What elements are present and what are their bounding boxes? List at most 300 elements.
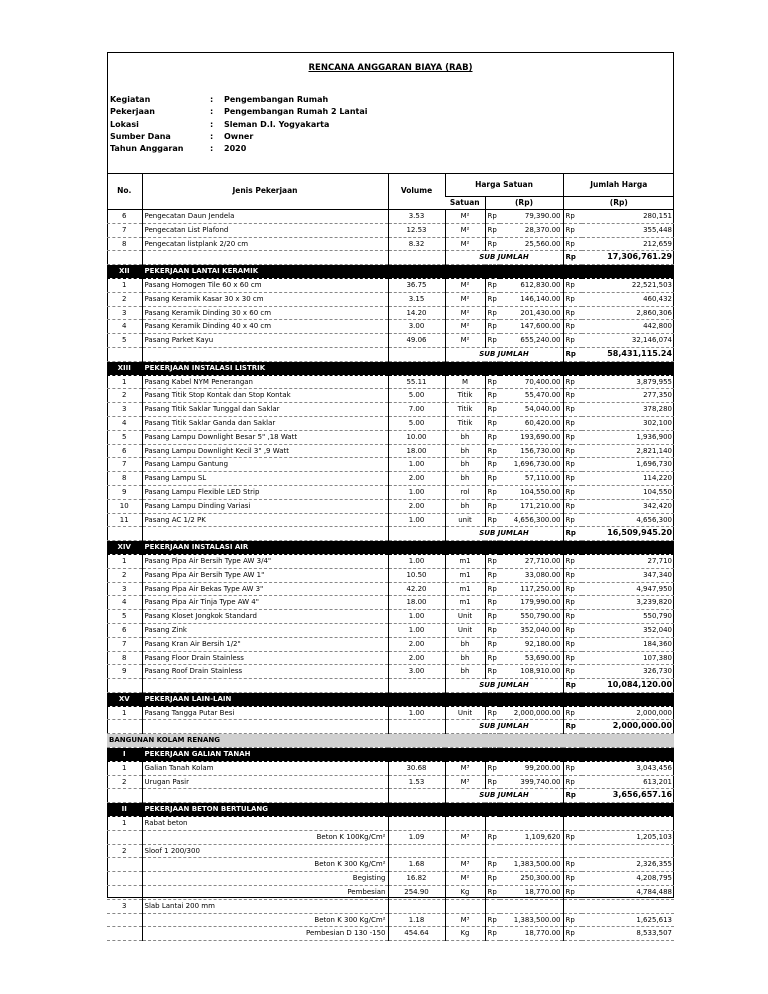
sub-jumlah-total: 16,509,945.20 (582, 527, 674, 541)
row-no (107, 858, 142, 872)
row-satuan: Kg (445, 927, 485, 941)
sub-currency: Rp (563, 789, 582, 803)
table-row (107, 830, 674, 844)
row-currency-unit: Rp (485, 761, 500, 775)
sub-empty (107, 251, 142, 265)
row-no: 3 (107, 306, 142, 320)
row-currency-total: Rp (563, 403, 582, 417)
row-harga-satuan: 1,383,500.00 (500, 913, 563, 927)
row-currency-total: Rp (563, 513, 582, 527)
row-jenis-pekerjaan: Pasang Pipa Air Tinja Type AW 4" (142, 596, 388, 610)
row-harga-satuan: 18,770.00 (500, 927, 563, 941)
row-currency-total: Rp (563, 485, 582, 499)
row-satuan: Unit (445, 623, 485, 637)
table-row (107, 513, 674, 527)
row-harga-satuan: 1,696,730.00 (500, 458, 563, 472)
table-row (107, 403, 674, 417)
info-label: Sumber Dana (110, 131, 171, 141)
row-no: 7 (107, 637, 142, 651)
row-satuan: bh (445, 472, 485, 486)
row-currency-unit: Rp (485, 389, 500, 403)
table-row (107, 320, 674, 334)
table-row (107, 278, 674, 292)
row-volume: 7.00 (388, 403, 445, 417)
row-no: 5 (107, 430, 142, 444)
row-currency-unit: Rp (485, 403, 500, 417)
sub-empty (388, 789, 445, 803)
row-satuan: bh (445, 430, 485, 444)
row-jumlah-harga: 613,201 (582, 775, 674, 789)
row-currency-total: Rp (563, 389, 582, 403)
row-currency-total: Rp (563, 637, 582, 651)
row-currency-unit: Rp (485, 886, 500, 900)
table-row (107, 485, 674, 499)
row-currency-total: Rp (563, 913, 582, 927)
row-jenis-pekerjaan: Pembesian D 130 -150 (142, 927, 388, 941)
row-jumlah-harga: 355,448 (582, 223, 674, 237)
row-volume: 30.68 (388, 761, 445, 775)
section-header-row (107, 541, 674, 555)
row-currency-total: Rp (563, 430, 582, 444)
row-jenis-pekerjaan: Pasang Lampu Gantung (142, 458, 388, 472)
row-currency-total: Rp (563, 237, 582, 251)
row-volume (388, 844, 445, 858)
row-currency-unit: Rp (485, 278, 500, 292)
row-jumlah-harga: 277,350 (582, 389, 674, 403)
row-jenis-pekerjaan: Pasang Keramik Dinding 40 x 40 cm (142, 320, 388, 334)
row-harga-satuan: 54,040.00 (500, 403, 563, 417)
row-no: 1 (107, 761, 142, 775)
row-currency-total: Rp (563, 858, 582, 872)
sub-jumlah-label: SUB JUMLAH (445, 679, 563, 693)
row-currency-unit: Rp (485, 568, 500, 582)
row-jumlah-harga: 460,432 (582, 292, 674, 306)
row-satuan: M³ (445, 761, 485, 775)
row-jenis-pekerjaan: Pasang Lampu SL (142, 472, 388, 486)
row-currency-unit: Rp (485, 665, 500, 679)
row-volume: 1.00 (388, 706, 445, 720)
table-row (107, 817, 674, 831)
table-row (107, 637, 674, 651)
row-currency-unit: Rp (485, 927, 500, 941)
row-currency-unit: Rp (485, 485, 500, 499)
sub-empty (142, 720, 388, 734)
row-volume: 1.00 (388, 610, 445, 624)
row-harga-satuan: 201,430.00 (500, 306, 563, 320)
row-satuan: Titik (445, 403, 485, 417)
section-title: PEKERJAAN INSTALASI LISTRIK (142, 361, 674, 375)
row-jenis-pekerjaan: Pasang Pipa Air Bersih Type AW 3/4" (142, 554, 388, 568)
row-satuan: M³ (445, 830, 485, 844)
sub-empty (142, 527, 388, 541)
row-satuan: Unit (445, 610, 485, 624)
row-no: 8 (107, 237, 142, 251)
row-satuan: M (445, 375, 485, 389)
row-volume: 2.00 (388, 651, 445, 665)
row-harga-satuan: 179,990.00 (500, 596, 563, 610)
row-currency-total: Rp (563, 830, 582, 844)
row-currency-unit: Rp (485, 430, 500, 444)
row-currency-unit: Rp (485, 292, 500, 306)
header-harga-satuan: Harga Satuan (445, 174, 563, 197)
row-satuan: M² (445, 320, 485, 334)
row-no: 9 (107, 485, 142, 499)
row-no (107, 872, 142, 886)
header-satuan: Satuan (445, 197, 485, 210)
table-row (107, 568, 674, 582)
row-jumlah-harga (582, 844, 674, 858)
table-row (107, 761, 674, 775)
row-satuan (445, 817, 485, 831)
row-volume: 12.53 (388, 223, 445, 237)
row-volume: 1.00 (388, 554, 445, 568)
row-currency-unit: Rp (485, 210, 500, 224)
section-number: XV (107, 692, 142, 706)
table-row (107, 872, 674, 886)
row-satuan: bh (445, 444, 485, 458)
row-no: 2 (107, 775, 142, 789)
row-jumlah-harga: 2,860,306 (582, 306, 674, 320)
row-jenis-pekerjaan: Pasang Tangga Putar Besi (142, 706, 388, 720)
row-jumlah-harga: 2,821,140 (582, 444, 674, 458)
row-currency-total: Rp (563, 458, 582, 472)
table-row (107, 375, 674, 389)
row-jenis-pekerjaan: Rabat beton (142, 817, 388, 831)
row-jumlah-harga: 32,146,074 (582, 334, 674, 348)
group-header-row (107, 734, 674, 748)
info-colon: : (210, 107, 214, 117)
row-volume: 3.53 (388, 210, 445, 224)
row-harga-satuan: 92,180.00 (500, 637, 563, 651)
row-currency-total: Rp (563, 886, 582, 900)
row-jenis-pekerjaan: Pasang Keramik Dinding 30 x 60 cm (142, 306, 388, 320)
row-satuan: M³ (445, 775, 485, 789)
sub-jumlah-total: 17,306,761.29 (582, 251, 674, 265)
sub-currency: Rp (563, 720, 582, 734)
table-row (107, 472, 674, 486)
row-volume: 1.00 (388, 458, 445, 472)
table-row (107, 554, 674, 568)
row-currency-total: Rp (563, 927, 582, 941)
header-jumlah-harga: Jumlah Harga (563, 174, 674, 197)
sub-empty (142, 679, 388, 693)
row-currency-unit: Rp (485, 582, 500, 596)
row-jenis-pekerjaan: Pasang Zink (142, 623, 388, 637)
row-jenis-pekerjaan: Beton K 300 Kg/Cm² (142, 858, 388, 872)
table-row (107, 775, 674, 789)
row-harga-satuan: 156,730.00 (500, 444, 563, 458)
sub-jumlah-label: SUB JUMLAH (445, 347, 563, 361)
row-harga-satuan: 28,370.00 (500, 223, 563, 237)
section-number: XIII (107, 361, 142, 375)
row-currency-unit: Rp (485, 444, 500, 458)
row-jenis-pekerjaan: Begisting (142, 872, 388, 886)
row-jumlah-harga: 550,790 (582, 610, 674, 624)
sub-jumlah-total: 10,084,120.00 (582, 679, 674, 693)
row-satuan: M² (445, 292, 485, 306)
row-volume: 1.68 (388, 858, 445, 872)
row-satuan: Unit (445, 706, 485, 720)
row-no: 6 (107, 444, 142, 458)
row-volume: 1.00 (388, 513, 445, 527)
row-no: 10 (107, 499, 142, 513)
row-satuan: Titik (445, 416, 485, 430)
row-volume: 18.00 (388, 596, 445, 610)
subtotal-row (107, 527, 674, 541)
info-row (110, 119, 329, 131)
row-harga-satuan: 27,710.00 (500, 554, 563, 568)
row-no: 2 (107, 389, 142, 403)
row-jenis-pekerjaan: Pasang Titik Saklar Ganda dan Saklar (142, 416, 388, 430)
section-header-row (107, 748, 674, 762)
row-currency-total: Rp (563, 292, 582, 306)
row-currency-unit (485, 844, 500, 858)
row-harga-satuan (500, 844, 563, 858)
info-value: Owner (224, 131, 254, 141)
sub-empty (388, 679, 445, 693)
row-harga-satuan: 147,600.00 (500, 320, 563, 334)
sub-empty (107, 679, 142, 693)
row-jenis-pekerjaan: Pasang Roof Drain Stainless (142, 665, 388, 679)
row-currency-unit: Rp (485, 913, 500, 927)
table-row (107, 416, 674, 430)
table-row (107, 596, 674, 610)
row-jumlah-harga: 3,239,820 (582, 596, 674, 610)
row-satuan: bh (445, 499, 485, 513)
row-jumlah-harga: 280,151 (582, 210, 674, 224)
row-jumlah-harga: 342,420 (582, 499, 674, 513)
row-volume: 8.32 (388, 237, 445, 251)
row-harga-satuan: 117,250.00 (500, 582, 563, 596)
table-row (107, 913, 674, 927)
row-jenis-pekerjaan: Pasang Keramik Kasar 30 x 30 cm (142, 292, 388, 306)
row-currency-total: Rp (563, 334, 582, 348)
row-satuan (445, 844, 485, 858)
row-currency-total: Rp (563, 278, 582, 292)
row-jumlah-harga: 107,380 (582, 651, 674, 665)
row-currency-unit: Rp (485, 775, 500, 789)
row-currency-unit: Rp (485, 513, 500, 527)
row-no: 4 (107, 320, 142, 334)
row-harga-satuan: 53,690.00 (500, 651, 563, 665)
subtotal-row (107, 251, 674, 265)
row-volume: 18.00 (388, 444, 445, 458)
row-satuan: m1 (445, 554, 485, 568)
row-no: 1 (107, 554, 142, 568)
row-jenis-pekerjaan: Pasang Parket Kayu (142, 334, 388, 348)
row-jumlah-harga: 4,784,488 (582, 886, 674, 900)
row-jumlah-harga: 4,947,950 (582, 582, 674, 596)
row-satuan: Kg (445, 886, 485, 900)
info-row (110, 131, 253, 143)
row-harga-satuan: 193,690.00 (500, 430, 563, 444)
row-currency-unit: Rp (485, 830, 500, 844)
row-volume: 5.00 (388, 389, 445, 403)
row-jumlah-harga: 326,730 (582, 665, 674, 679)
row-jenis-pekerjaan: Pasang Pipa Air Bekas Type AW 3" (142, 582, 388, 596)
row-currency-unit: Rp (485, 416, 500, 430)
row-currency-total: Rp (563, 706, 582, 720)
row-currency-unit: Rp (485, 306, 500, 320)
row-jenis-pekerjaan: Pengecatan listplank 2/20 cm (142, 237, 388, 251)
row-jumlah-harga: 378,280 (582, 403, 674, 417)
sub-jumlah-label: SUB JUMLAH (445, 251, 563, 265)
row-jumlah-harga: 3,879,955 (582, 375, 674, 389)
table-row (107, 389, 674, 403)
rab-table (107, 173, 674, 941)
section-header-row (107, 361, 674, 375)
row-jumlah-harga: 442,800 (582, 320, 674, 334)
table-row (107, 858, 674, 872)
row-volume: 454.64 (388, 927, 445, 941)
row-currency-total (563, 844, 582, 858)
row-satuan: M² (445, 334, 485, 348)
row-harga-satuan: 550,790.00 (500, 610, 563, 624)
table-row (107, 458, 674, 472)
row-currency-total (563, 817, 582, 831)
row-jumlah-harga: 4,208,795 (582, 872, 674, 886)
row-currency-unit: Rp (485, 596, 500, 610)
header-jenis-pekerjaan: Jenis Pekerjaan (142, 174, 388, 210)
row-jenis-pekerjaan: Pasang Kabel NYM Penerangan (142, 375, 388, 389)
table-row (107, 886, 674, 900)
row-jenis-pekerjaan: Pasang Kran Air Bersih 1/2" (142, 637, 388, 651)
sub-currency: Rp (563, 251, 582, 265)
table-row (107, 651, 674, 665)
subtotal-row (107, 720, 674, 734)
info-label: Pekerjaan (110, 107, 155, 117)
row-currency-total: Rp (563, 554, 582, 568)
row-currency-unit: Rp (485, 472, 500, 486)
header-rp-unit: (Rp) (485, 197, 563, 210)
row-currency-unit: Rp (485, 375, 500, 389)
table-row (107, 223, 674, 237)
row-satuan: M² (445, 223, 485, 237)
row-jenis-pekerjaan: Pasang AC 1/2 PK (142, 513, 388, 527)
table-row (107, 210, 674, 224)
row-volume: 36.75 (388, 278, 445, 292)
row-no (107, 886, 142, 900)
row-jenis-pekerjaan: Pasang Kloset Jongkok Standard (142, 610, 388, 624)
sub-empty (388, 251, 445, 265)
row-currency-total: Rp (563, 444, 582, 458)
row-harga-satuan: 352,040.00 (500, 623, 563, 637)
row-volume: 2.00 (388, 472, 445, 486)
row-jenis-pekerjaan: Urugan Pasir (142, 775, 388, 789)
row-jenis-pekerjaan: Pengecatan Daun Jendela (142, 210, 388, 224)
row-jenis-pekerjaan: Pasang Floor Drain Stainless (142, 651, 388, 665)
sub-empty (142, 251, 388, 265)
section-title: PEKERJAAN LAIN-LAIN (142, 692, 674, 706)
row-currency-total: Rp (563, 568, 582, 582)
row-volume: 3.15 (388, 292, 445, 306)
row-currency-total: Rp (563, 775, 582, 789)
row-currency-unit: Rp (485, 320, 500, 334)
row-no (107, 830, 142, 844)
row-harga-satuan: 250,300.00 (500, 872, 563, 886)
row-no: 1 (107, 706, 142, 720)
section-number: XII (107, 265, 142, 279)
row-harga-satuan: 57,110.00 (500, 472, 563, 486)
row-currency-total: Rp (563, 651, 582, 665)
section-number: II (107, 803, 142, 817)
row-volume: 1.00 (388, 623, 445, 637)
row-no: 3 (107, 403, 142, 417)
row-currency-total: Rp (563, 416, 582, 430)
sub-jumlah-label: SUB JUMLAH (445, 720, 563, 734)
table-row (107, 665, 674, 679)
sub-currency: Rp (563, 527, 582, 541)
row-harga-satuan: 108,910.00 (500, 665, 563, 679)
row-satuan: M² (445, 278, 485, 292)
row-currency-total: Rp (563, 623, 582, 637)
row-currency-total: Rp (563, 499, 582, 513)
table-row (107, 444, 674, 458)
row-volume: 1.53 (388, 775, 445, 789)
row-volume: 3.00 (388, 665, 445, 679)
info-value: Sleman D.I. Yogyakarta (224, 119, 330, 129)
row-no: 2 (107, 844, 142, 858)
row-volume (388, 817, 445, 831)
row-satuan: bh (445, 458, 485, 472)
row-jumlah-harga: 302,100 (582, 416, 674, 430)
sub-empty (388, 720, 445, 734)
row-currency-unit: Rp (485, 651, 500, 665)
row-no: 1 (107, 278, 142, 292)
row-jumlah-harga: 114,220 (582, 472, 674, 486)
table-row (107, 237, 674, 251)
row-satuan: Titik (445, 389, 485, 403)
row-harga-satuan: 612,830.00 (500, 278, 563, 292)
row-currency-total: Rp (563, 320, 582, 334)
sub-currency: Rp (563, 347, 582, 361)
row-jumlah-harga: 1,696,730 (582, 458, 674, 472)
row-no: 7 (107, 223, 142, 237)
row-harga-satuan: 399,740.00 (500, 775, 563, 789)
table-row (107, 706, 674, 720)
row-volume: 55.11 (388, 375, 445, 389)
table-row (107, 844, 674, 858)
table-row (107, 334, 674, 348)
row-volume: 10.00 (388, 430, 445, 444)
row-jenis-pekerjaan: Pasang Lampu Downlight Kecil 3" ,9 Watt (142, 444, 388, 458)
info-row (110, 94, 328, 106)
sub-empty (107, 789, 142, 803)
row-currency-unit (485, 899, 500, 913)
row-currency-total: Rp (563, 210, 582, 224)
info-label: Kegiatan (110, 95, 151, 104)
subtotal-row (107, 347, 674, 361)
row-volume: 3.00 (388, 320, 445, 334)
row-satuan: unit (445, 513, 485, 527)
row-currency-total: Rp (563, 306, 582, 320)
row-volume: 49.06 (388, 334, 445, 348)
row-jenis-pekerjaan: Pasang Homogen Tile 60 x 60 cm (142, 278, 388, 292)
info-row (110, 143, 246, 155)
row-jenis-pekerjaan: Galian Tanah Kolam (142, 761, 388, 775)
row-jumlah-harga: 27,710 (582, 554, 674, 568)
table-row (107, 292, 674, 306)
table-row (107, 306, 674, 320)
row-currency-total: Rp (563, 761, 582, 775)
row-jenis-pekerjaan: Pasang Titik Saklar Tunggal dan Saklar (142, 403, 388, 417)
subtotal-row (107, 789, 674, 803)
row-jumlah-harga: 347,340 (582, 568, 674, 582)
section-number: I (107, 748, 142, 762)
table-row (107, 899, 674, 913)
row-harga-satuan: 1,109,620 (500, 830, 563, 844)
table-row (107, 582, 674, 596)
